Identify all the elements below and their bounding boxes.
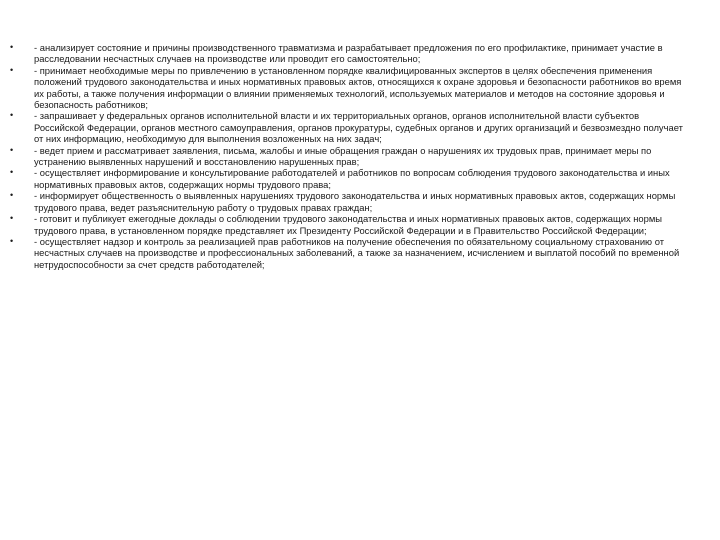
bullet-icon: •	[10, 235, 14, 246]
list-item	[10, 190, 690, 213]
list-item-text: - анализирует состояние и причины производственного травматизма и разрабатывает предложения по его профилактике, принимает участие в расследовании несчастных случаев на производстве или проводит его самостоятельно;	[34, 42, 663, 65]
list-item	[10, 110, 690, 144]
list-item-text: - принимает необходимые меры по привлечению в установленном порядке квалифицированных экспертов в целях обеспечения применения положений трудового законодательства и иных нормативных правовых актов, относящихся к охране здоровья и безопасности работников во время их работы, а также получения информации о влиянии применяемых технологий, используемых материалов и методов на состояние здоровья и безопасность работников;	[34, 64, 682, 111]
list-item-text: - запрашивает у федеральных органов исполнительной власти и их территориальных органов, органов исполнительной власти субъектов Российской Федерации, органов местного самоуправления, органов прокуратуры, судебных органов и других организаций и безвозмездно получает от них информацию, необходимую для выполнения возложенных на них задач;	[34, 110, 683, 145]
list-item-text: - осуществляет надзор и контроль за реализацией прав работников на получение обеспечения по обязательному социальному страхованию от несчастных случаев на производстве и профессиональных заболеваний, а также за назначением, исчислением и выплатой пособий по временной нетрудоспособности за счет средств работодателей;	[34, 235, 680, 270]
list-item	[10, 65, 690, 111]
bullet-icon: •	[10, 167, 14, 178]
bullet-icon: •	[10, 64, 14, 75]
bullet-icon: •	[10, 144, 14, 155]
list-item-text: - готовит и публикует ежегодные доклады о соблюдении трудового законодательства и иных нормативных правовых актов, содержащих нормы трудового права, в установленном порядке представляет их Президенту Российской Федерации и в Правительство Российской Федерации;	[34, 213, 663, 236]
list-item	[10, 145, 690, 168]
bullet-icon: •	[10, 110, 14, 121]
list-item	[10, 236, 690, 270]
bullet-list	[10, 42, 690, 270]
bullet-icon: •	[10, 42, 14, 52]
list-item-text: - осуществляет информирование и консультирование работодателей и работников по вопросам соблюдения трудового законодательства и иных нормативных правовых актов, содержащих нормы трудового права;	[34, 167, 670, 190]
list-item	[10, 42, 690, 65]
list-item-text: - ведет прием и рассматривает заявления, письма, жалобы и иные обращения граждан о нарушениях их трудовых прав, принимает меры по устранению выявленных нарушений и восстановлению нарушенных прав;	[34, 144, 652, 168]
list-item	[10, 167, 690, 190]
list-item	[10, 213, 690, 236]
bullet-icon: •	[10, 213, 14, 224]
list-item-text: - информирует общественность о выявленных нарушениях трудового законодательства и иных нормативных правовых актов, содержащих нормы трудового права, ведет разъяснительную работу о трудовых правах граждан;	[34, 190, 676, 213]
bullet-icon: •	[10, 190, 14, 201]
